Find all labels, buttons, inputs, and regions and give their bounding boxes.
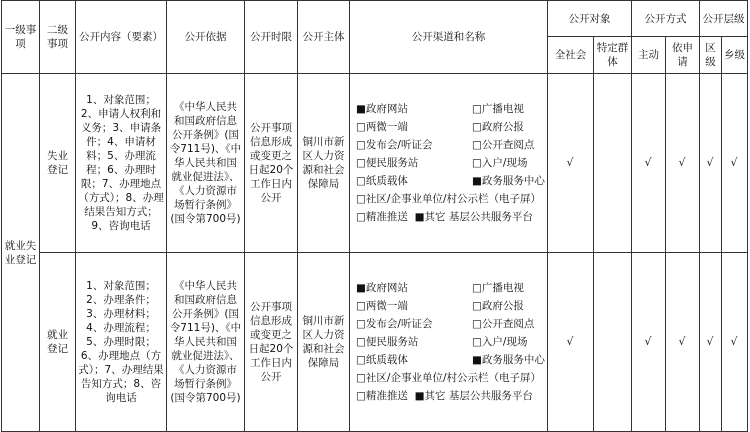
channel-broadcast: □广播电视 (472, 282, 524, 294)
channel-convenience: □便民服务站 (356, 336, 419, 348)
channel-precise-other (356, 210, 545, 224)
check-target-public: √ (548, 253, 594, 432)
header-channels: 公开渠道和名称 (350, 1, 548, 74)
channel-convenience: □便民服务站 (356, 157, 419, 169)
header-time: 公开时限 (245, 1, 298, 74)
check-target-specific (594, 74, 632, 253)
channel-door-to-door: □入户/现场 (472, 336, 528, 348)
channel-service-center: ■政务服务中心 (472, 354, 545, 366)
check-level-township: √ (722, 253, 748, 432)
header-row (2, 1, 748, 37)
channel-paper: □纸质载体 (356, 175, 408, 187)
header-level-township: 乡级 (722, 37, 748, 74)
header-basis: 公开依据 (167, 1, 245, 74)
header-target: 公开对象 (548, 1, 632, 37)
check-level-district: √ (700, 74, 722, 253)
level2-item: 就业登记 (40, 253, 76, 432)
level1-item: 就业失业登记 (2, 74, 40, 432)
check-method-active: √ (632, 253, 666, 432)
channel-precise: □精准推送 (356, 211, 408, 223)
basis-cell: 《中华人民共和国政府信息公开条例》(国令711号)、《中华人民共和国就业促进法》、《人力资源市场暂行条例》(国令第700号) (167, 253, 245, 432)
check-level-district: √ (700, 253, 722, 432)
table-row (2, 74, 748, 253)
channel-gov-website: ■政府网站 (356, 282, 408, 294)
channel-other: ■其它 基层公共服务平台 (414, 211, 533, 223)
channel-other: ■其它 基层公共服务平台 (414, 390, 533, 402)
channel-service-center: ■政务服务中心 (472, 175, 545, 187)
channel-press: □发布会/听证会 (356, 139, 433, 151)
header-level: 公开层级 (700, 1, 748, 37)
channel-gov-gazette: □政府公报 (472, 121, 524, 133)
header-target-public: 全社会 (548, 37, 594, 74)
channel-two-micro: □两微一端 (356, 121, 408, 133)
header-target-specific: 特定群体 (594, 37, 632, 74)
channel-gov-website: ■政府网站 (356, 103, 408, 115)
channel-door-to-door: □入户/现场 (472, 157, 528, 169)
content-cell: 1、对象范围；2、申请人权利和义务；3、申请条件；4、申请材料；5、办理流程；6、办理时限；7、办理地点（方式）；8、办理结果告知方式；9、咨询电话 (76, 74, 167, 253)
channel-community: □社区/企事业单位/村公示栏（电子屏） (356, 372, 541, 384)
check-method-request: √ (666, 74, 700, 253)
disclosure-table (1, 0, 748, 432)
header-level-district: 区级 (700, 37, 722, 74)
channel-precise: □精准推送 (356, 390, 408, 402)
channel-community: □社区/企事业单位/村公示栏（电子屏） (356, 193, 541, 205)
channels-cell (350, 74, 548, 253)
channel-precise-other (356, 389, 545, 403)
channel-public-review: □公开查阅点 (472, 139, 535, 151)
channel-public-review: □公开查阅点 (472, 318, 535, 330)
basis-cell: 《中华人民共和国政府信息公开条例》(国令711号)、《中华人民共和国就业促进法》、《人力资源市场暂行条例》(国令第700号) (167, 74, 245, 253)
channels-cell (350, 253, 548, 432)
check-level-township: √ (722, 74, 748, 253)
channel-two-micro: □两微一端 (356, 300, 408, 312)
header-method: 公开方式 (632, 1, 700, 37)
subject-cell: 铜川市新区人力资源和社会保障局 (298, 253, 350, 432)
header-subject: 公开主体 (298, 1, 350, 74)
check-method-active: √ (632, 74, 666, 253)
content-cell: 1、对象范围；2、办理条件；3、办理材料；4、办理流程；5、办理时限；6、办理地点（方式）；7、办理结果告知方式；8、咨询电话 (76, 253, 167, 432)
channel-press: □发布会/听证会 (356, 318, 433, 330)
time-cell: 公开事项信息形成或变更之日起20个工作日内公开 (245, 74, 298, 253)
table-row (2, 253, 748, 432)
check-method-request: √ (666, 253, 700, 432)
check-target-public: √ (548, 74, 594, 253)
header-content: 公开内容（要素） (76, 1, 167, 74)
check-target-specific (594, 253, 632, 432)
header-method-active: 主动 (632, 37, 666, 74)
header-method-request: 依申请 (666, 37, 700, 74)
channel-paper: □纸质载体 (356, 354, 408, 366)
channel-gov-gazette: □政府公报 (472, 300, 524, 312)
header-level2: 二级事项 (40, 1, 76, 74)
time-cell: 公开事项信息形成或变更之日起20个工作日内公开 (245, 253, 298, 432)
header-level1: 一级事项 (2, 1, 40, 74)
level2-item: 失业登记 (40, 74, 76, 253)
subject-cell: 铜川市新区人力资源和社会保障局 (298, 74, 350, 253)
channel-broadcast: □广播电视 (472, 103, 524, 115)
